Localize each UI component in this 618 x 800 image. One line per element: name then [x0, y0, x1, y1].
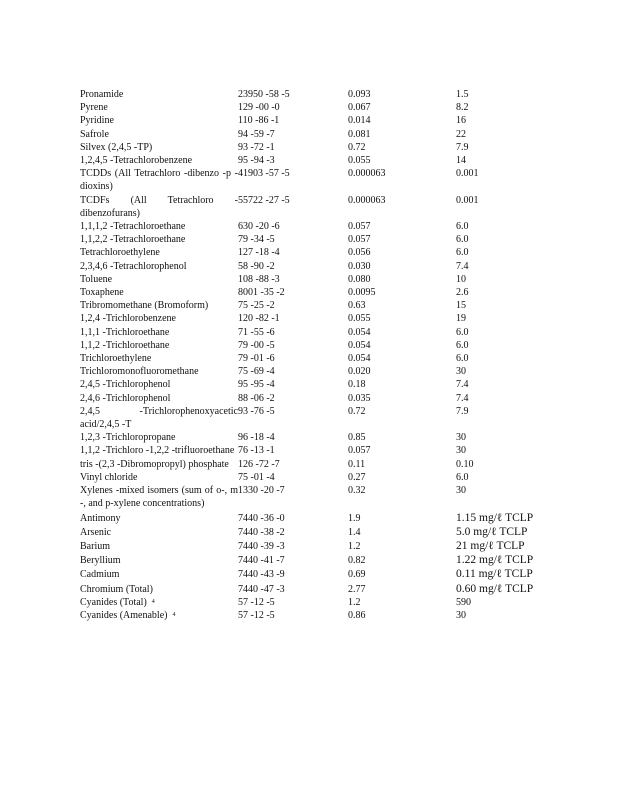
nonwastewater-value: 30 — [456, 432, 466, 444]
table-row — [80, 484, 576, 510]
table-row — [80, 582, 576, 596]
nonwastewater-value: 1.22 mg/ℓ TCLP — [456, 554, 534, 567]
cas-number: 93 -72 -1 — [238, 141, 275, 153]
cas-number: 58 -90 -2 — [238, 260, 275, 272]
constituent-name: Pronamide — [80, 89, 124, 100]
nonwastewater-value: 6.0 — [456, 234, 469, 246]
cas-number: 75 -01 -4 — [238, 471, 275, 483]
table-row — [80, 88, 576, 101]
constituent-name: Cadmium — [80, 569, 120, 581]
table-row — [80, 286, 576, 299]
table-row — [80, 378, 576, 391]
nonwastewater-value: 21 mg/ℓ TCLP — [456, 539, 525, 552]
table-row — [80, 273, 576, 286]
cas-number: 127 -18 -4 — [238, 247, 280, 259]
table-row — [80, 471, 576, 484]
nonwastewater-value: 7.9 — [456, 141, 469, 153]
nonwastewater-value: 6.0 — [456, 471, 469, 483]
cas-number: 96 -18 -4 — [238, 432, 275, 444]
table-row — [80, 458, 576, 471]
table-row — [80, 260, 576, 273]
nonwastewater-value: 30 — [456, 609, 466, 621]
nonwastewater-value: 1.15 mg/ℓ TCLP — [456, 511, 534, 524]
wastewater-value: 0.72 — [348, 405, 366, 417]
nonwastewater-value: 30 — [456, 366, 466, 378]
cas-number: 23950 -58 -5 — [238, 89, 290, 100]
table-row — [80, 431, 576, 444]
nonwastewater-value: 590 — [456, 596, 471, 608]
constituent-name: 1,1,2 -Trichloroethane — [80, 339, 170, 351]
wastewater-value: 0.000063 — [348, 194, 386, 206]
constituent-name: TCDFs (All Tetrachloro -dibenzofurans) — [80, 194, 238, 219]
nonwastewater-value: 22 — [456, 128, 466, 140]
wastewater-value: 0.054 — [348, 353, 371, 365]
nonwastewater-value: 0.001 — [456, 194, 479, 206]
constituent-name: Trichloroethylene — [80, 353, 152, 365]
constituent-name: 2,4,5 -Trichlorophenoxyacetic acid/2,4,5 -T — [80, 405, 238, 431]
table-row — [80, 114, 576, 127]
nonwastewater-value: 16 — [456, 115, 466, 127]
cas-number: 7440 -36 -0 — [238, 512, 285, 524]
constituent-name: 1,2,3 -Trichloropropane — [80, 432, 176, 444]
wastewater-value: 0.18 — [348, 379, 366, 391]
nonwastewater-value: 7.4 — [456, 260, 469, 272]
constituent-name: Safrole — [80, 128, 109, 140]
wastewater-value: 0.020 — [348, 366, 371, 378]
wastewater-value: 1.2 — [348, 540, 361, 552]
wastewater-value: 0.11 — [348, 458, 366, 470]
wastewater-value: 0.63 — [348, 300, 366, 312]
cas-number: 630 -20 -6 — [238, 221, 280, 233]
wastewater-value: 0.72 — [348, 141, 366, 153]
wastewater-value: 0.85 — [348, 432, 366, 444]
nonwastewater-value: 0.11 mg/ℓ TCLP — [456, 568, 533, 581]
cas-number: 7440 -38 -2 — [238, 526, 285, 538]
constituent-name: Chromium (Total) — [80, 583, 153, 595]
nonwastewater-value: 6.0 — [456, 247, 469, 259]
constituent-name: 1,2,4 -Trichlorobenzene — [80, 313, 176, 325]
nonwastewater-value: 19 — [456, 313, 466, 325]
nonwastewater-value: 6.0 — [456, 339, 469, 351]
wastewater-value: 2.77 — [348, 583, 366, 595]
nonwastewater-value: 7.4 — [456, 392, 469, 404]
constituent-name: Toxaphene — [80, 287, 124, 299]
wastewater-value: 0.067 — [348, 102, 371, 114]
wastewater-value: 0.055 — [348, 313, 371, 325]
wastewater-value: 0.014 — [348, 115, 371, 127]
nonwastewater-value: 1.5 — [456, 89, 469, 100]
footnote-marker: 4 — [172, 611, 176, 618]
wastewater-value: 0.000063 — [348, 168, 386, 180]
table-row — [80, 405, 576, 431]
constituent-name: 2,4,6 -Trichlorophenol — [80, 392, 171, 404]
table-row — [80, 326, 576, 339]
wastewater-value: 0.86 — [348, 609, 366, 621]
constituent-name: Vinyl chloride — [80, 471, 138, 483]
constituent-name: 1,1,2,2 -Tetrachloroethane — [80, 234, 186, 246]
wastewater-value: 0.054 — [348, 339, 371, 351]
wastewater-value: 0.056 — [348, 247, 371, 259]
cas-number: 79 -01 -6 — [238, 353, 275, 365]
cas-number: 7440 -41 -7 — [238, 555, 285, 567]
cas-number: 88 -06 -2 — [238, 392, 275, 404]
cas-number: 57 -12 -5 — [238, 609, 275, 621]
nonwastewater-value: 30 — [456, 445, 466, 457]
constituent-name: Tetrachloroethylene — [80, 247, 160, 259]
cas-number: 1330 -20 -7 — [238, 485, 285, 497]
table-row — [80, 101, 576, 114]
nonwastewater-value: 15 — [456, 300, 466, 312]
table-row — [80, 299, 576, 312]
cas-number: 120 -82 -1 — [238, 313, 280, 325]
table-row — [80, 567, 576, 581]
constituent-name: Cyanides (Total) $^4$ — [80, 596, 155, 608]
nonwastewater-value: 6.0 — [456, 221, 469, 233]
nonwastewater-value: 6.0 — [456, 326, 469, 338]
constituent-name: Barium — [80, 540, 110, 552]
wastewater-value: 0.057 — [348, 445, 371, 457]
nonwastewater-value: 10 — [456, 273, 466, 285]
constituent-name: 1,2,4,5 -Tetrachlorobenzene — [80, 155, 193, 167]
constituent-name: Trichloromonofluoromethane — [80, 366, 199, 378]
wastewater-value: 0.035 — [348, 392, 371, 404]
table-row — [80, 511, 576, 525]
cas-number: 129 -00 -0 — [238, 102, 280, 114]
cas-number: 7440 -47 -3 — [238, 583, 285, 595]
table-row — [80, 233, 576, 246]
constituent-name: Pyridine — [80, 115, 114, 127]
cas-number: 110 -86 -1 — [238, 115, 280, 127]
wastewater-value: 0.0095 — [348, 287, 376, 299]
table-row — [80, 128, 576, 141]
table-row — [80, 609, 576, 622]
constituent-name: 2,3,4,6 -Tetrachlorophenol — [80, 260, 187, 272]
cas-number: 8001 -35 -2 — [238, 287, 285, 299]
cas-number: 7440 -39 -3 — [238, 540, 285, 552]
table-row — [80, 596, 576, 609]
table-row — [80, 339, 576, 352]
table-row — [80, 553, 576, 567]
nonwastewater-value: 2.6 — [456, 287, 469, 299]
constituent-name: Antimony — [80, 512, 121, 524]
wastewater-value: 0.32 — [348, 485, 366, 497]
constituent-name: 1,1,1,2 -Tetrachloroethane — [80, 221, 186, 233]
cas-number: 55722 -27 -5 — [238, 194, 290, 206]
cas-number: 93 -76 -5 — [238, 405, 275, 417]
nonwastewater-value: 0.10 — [456, 458, 474, 470]
cas-number: 75 -69 -4 — [238, 366, 275, 378]
constituent-name: Cyanides (Amenable) $^4$ — [80, 609, 176, 621]
constituent-table — [80, 88, 576, 622]
table-row — [80, 312, 576, 325]
wastewater-value: 0.82 — [348, 555, 366, 567]
nonwastewater-value: 6.0 — [456, 353, 469, 365]
wastewater-value: 0.030 — [348, 260, 371, 272]
table-row — [80, 525, 576, 539]
constituent-name: Beryllium — [80, 555, 121, 567]
cas-number: 108 -88 -3 — [238, 273, 280, 285]
cas-number: 95 -95 -4 — [238, 379, 275, 391]
wastewater-value: 0.057 — [348, 221, 371, 233]
constituent-name: Pyrene — [80, 102, 108, 114]
constituent-name: Xylenes -mixed isomers (sum of o-, m -, and p-xylene concentrations) — [80, 485, 238, 510]
nonwastewater-value: 0.001 — [456, 168, 479, 180]
nonwastewater-value: 7.4 — [456, 379, 469, 391]
constituent-name: 1,1,1 -Trichloroethane — [80, 326, 170, 338]
nonwastewater-value: 5.0 mg/ℓ TCLP — [456, 525, 528, 538]
cas-number: 79 -34 -5 — [238, 234, 275, 246]
table-row — [80, 220, 576, 233]
constituent-name: TCDDs (All Tetrachloro -dibenzo -p -dioxins) — [80, 168, 238, 193]
table-row — [80, 154, 576, 167]
cas-number: 41903 -57 -5 — [238, 168, 290, 180]
constituent-name: Tribromomethane (Bromoform) — [80, 300, 209, 312]
nonwastewater-value: 14 — [456, 155, 466, 167]
cas-number: 126 -72 -7 — [238, 458, 280, 470]
constituent-name: 1,1,2 -Trichloro -1,2,2 -trifluoroethane — [80, 445, 235, 457]
nonwastewater-value: 30 — [456, 485, 466, 497]
cas-number: 75 -25 -2 — [238, 300, 275, 312]
wastewater-value: 1.2 — [348, 596, 361, 608]
table-row — [80, 365, 576, 378]
cas-number: 95 -94 -3 — [238, 155, 275, 167]
table-body — [80, 88, 576, 622]
wastewater-value: 0.055 — [348, 155, 371, 167]
cas-number: 79 -00 -5 — [238, 339, 275, 351]
table-row — [80, 246, 576, 259]
constituent-name: 2,4,5 -Trichlorophenol — [80, 379, 171, 391]
nonwastewater-value: 0.60 mg/ℓ TCLP — [456, 582, 534, 595]
wastewater-value: 0.054 — [348, 326, 371, 338]
table-row — [80, 392, 576, 405]
nonwastewater-value: 7.9 — [456, 405, 469, 417]
wastewater-value: 0.057 — [348, 234, 371, 246]
cas-number: 94 -59 -7 — [238, 128, 275, 140]
wastewater-value: 0.69 — [348, 569, 366, 581]
wastewater-value: 1.4 — [348, 526, 361, 538]
constituent-name: Toluene — [80, 273, 113, 285]
table-row — [80, 444, 576, 457]
cas-number: 57 -12 -5 — [238, 596, 275, 608]
cas-number: 7440 -43 -9 — [238, 569, 285, 581]
wastewater-value: 1.9 — [348, 512, 361, 524]
cas-number: 71 -55 -6 — [238, 326, 275, 338]
table-row — [80, 194, 576, 220]
constituent-name: Silvex (2,4,5 -TP) — [80, 141, 153, 153]
cas-number: 76 -13 -1 — [238, 445, 275, 457]
table-row — [80, 352, 576, 365]
footnote-marker: 4 — [151, 598, 155, 605]
table-row — [80, 539, 576, 553]
nonwastewater-value: 8.2 — [456, 102, 469, 114]
wastewater-value: 0.081 — [348, 128, 371, 140]
constituent-name: tris -(2,3 -Dibromopropyl) phosphate — [80, 458, 229, 470]
table-row — [80, 141, 576, 154]
wastewater-value: 0.093 — [348, 89, 371, 100]
wastewater-value: 0.27 — [348, 471, 366, 483]
constituent-name: Arsenic — [80, 526, 112, 538]
table-row — [80, 167, 576, 193]
wastewater-value: 0.080 — [348, 273, 371, 285]
